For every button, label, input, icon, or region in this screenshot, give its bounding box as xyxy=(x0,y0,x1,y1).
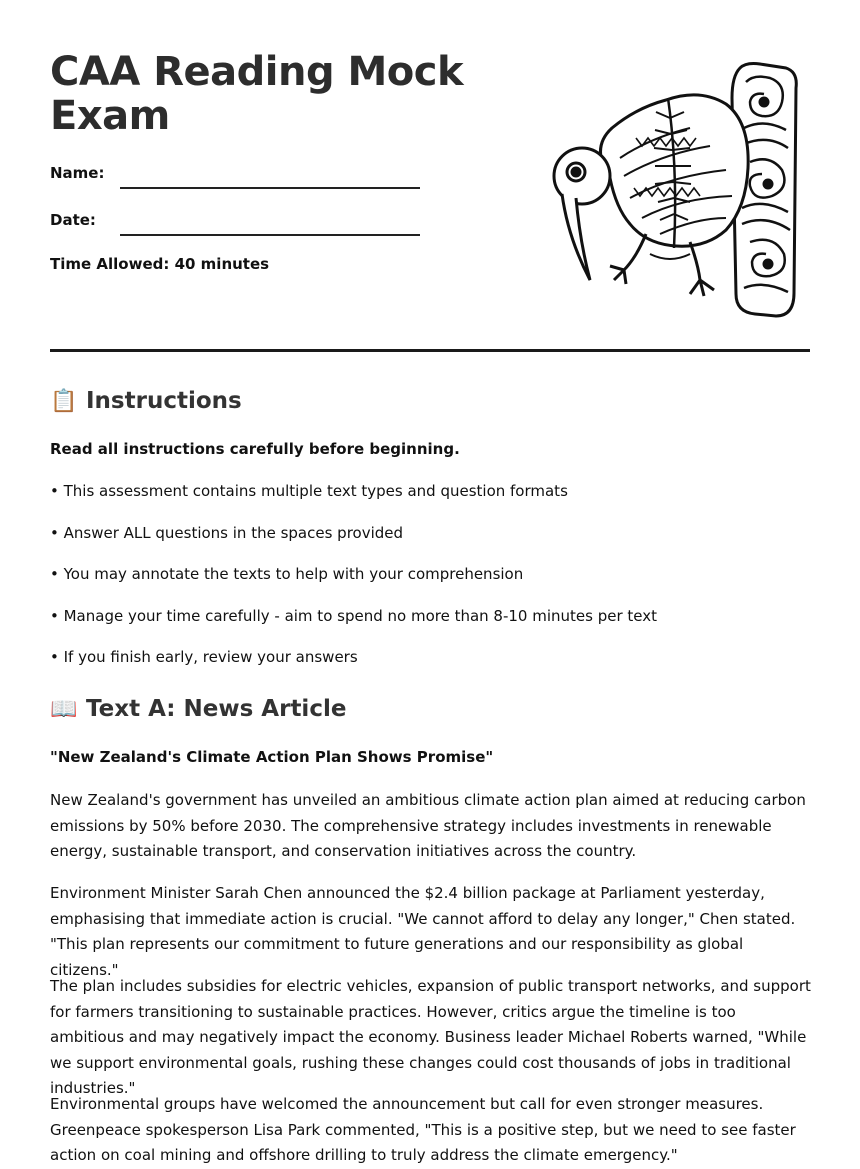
clipboard-icon: 📋 xyxy=(50,389,78,414)
instruction-item: • This assessment contains multiple text types and question formats xyxy=(50,482,568,500)
kiwi-logo-illustration xyxy=(550,58,800,320)
header-divider xyxy=(50,349,810,352)
time-allowed: Time Allowed: 40 minutes xyxy=(50,255,270,273)
text-a-heading xyxy=(50,696,346,722)
exam-page xyxy=(50,0,811,1164)
article-paragraph: New Zealand's government has unveiled an ambitious climate action plan aimed at reducing carbon emissions by 50% before 2030. The comprehensive strategy includes investments in renewable energy, sustainable transport, and conservation initiatives across the country. xyxy=(50,791,806,860)
instruction-item: • You may annotate the texts to help with your comprehension xyxy=(50,565,524,583)
date-field-row xyxy=(50,207,470,237)
name-write-line[interactable] xyxy=(120,187,420,189)
article-paragraph: Environment Minister Sarah Chen announced the $2.4 billion package at Parliament yesterday, emphasising that immediate action is crucial. "We cannot afford to delay any longer," Chen stated. "This plan represents our commitment to future generations and our responsibility as global citizens." xyxy=(50,884,796,979)
instructions-heading xyxy=(50,388,242,414)
instruction-item: • If you finish early, review your answers xyxy=(50,648,358,666)
exam-header xyxy=(50,0,810,352)
instructions-heading-text: Instructions xyxy=(86,388,242,414)
kiwi-bird-illustration xyxy=(554,95,748,296)
instruction-item: • Manage your time carefully - aim to spend no more than 8-10 minutes per text xyxy=(50,607,658,625)
date-label: Date: xyxy=(50,211,96,229)
text-a-heading-text: Text A: News Article xyxy=(86,696,347,722)
instruction-item: • Answer ALL questions in the spaces provided xyxy=(50,524,404,542)
article-headline: "New Zealand's Climate Action Plan Shows Promise" xyxy=(50,748,494,766)
article-paragraph: Environmental groups have welcomed the announcement but call for even stronger measures. Greenpeace spokesperson Lisa Park commented, "This is a positive step, but we need to see faster action on coal mining and offshore drilling to truly address the climate emergency." xyxy=(50,1095,796,1164)
page-title: CAA Reading Mock Exam xyxy=(50,49,464,139)
open-book-icon: 📖 xyxy=(50,697,78,722)
instructions-intro: Read all instructions carefully before beginning. xyxy=(50,440,460,458)
name-field-row xyxy=(50,160,470,190)
date-write-line[interactable] xyxy=(120,234,420,236)
name-label: Name: xyxy=(50,164,105,182)
article-paragraph: The plan includes subsidies for electric vehicles, expansion of public transport networks, and support for farmers transitioning to sustainable practices. However, critics argue the timeline is too ambitious and may negatively impact the economy. Business leader Michael Roberts warned, "While we support environmental goals, rushing these changes could cost thousands of jobs in traditional industries." xyxy=(50,977,811,1097)
